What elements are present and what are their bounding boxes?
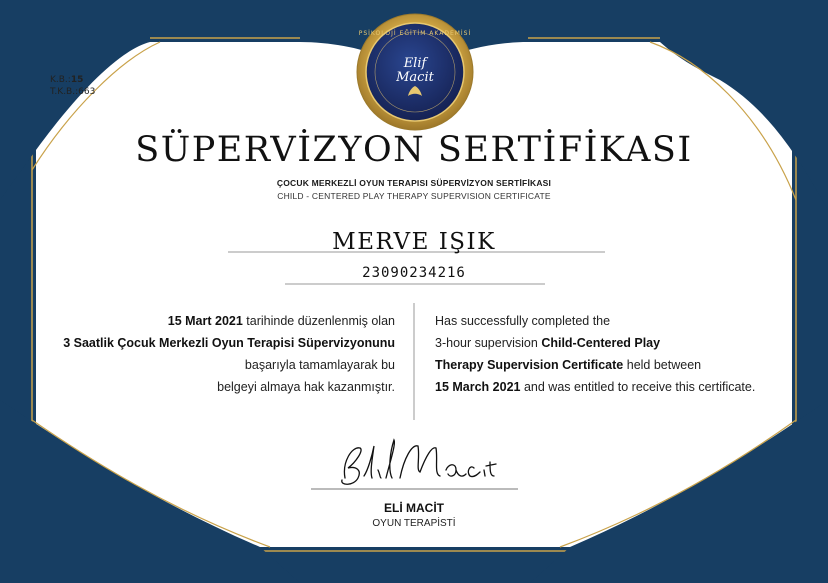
kb-line bbox=[50, 74, 95, 86]
seal-brand-line2: Macit bbox=[396, 70, 434, 85]
tkb-value: 663 bbox=[78, 87, 96, 97]
tr-line-1-rest: tarihinde düzenlenmiş olan bbox=[242, 314, 395, 328]
en-line-3-rest: held between bbox=[623, 358, 702, 372]
en-line-2 bbox=[435, 332, 805, 354]
en-line-3-bold: Therapy Supervision Certificate bbox=[435, 358, 624, 372]
reference-codes bbox=[50, 74, 95, 98]
signatory-name: ELİ MACİT bbox=[384, 501, 444, 515]
en-line-1: Has successfully completed the bbox=[435, 314, 611, 328]
tkb-label: T.K.B.: bbox=[50, 87, 79, 97]
tr-line-4: belgeyi almaya hak kazanmıştır. bbox=[217, 380, 395, 394]
body-english bbox=[435, 310, 805, 398]
recipient-id: 23090234216 bbox=[362, 265, 466, 281]
en-line-2-pre: 3-hour supervision bbox=[435, 336, 542, 350]
seal-emblem bbox=[357, 14, 473, 130]
en-line-4 bbox=[435, 376, 805, 398]
body-turkish bbox=[40, 310, 395, 398]
kb-value: 15 bbox=[70, 75, 84, 85]
recipient-name: MERVE IŞIK bbox=[332, 229, 496, 255]
signatory-role: OYUN TERAPİSTİ bbox=[372, 518, 456, 529]
tr-line-3: başarıyla tamamlayarak bu bbox=[244, 358, 395, 372]
tr-course: 3 Saatlik Çocuk Merkezli Oyun Terapisi Süpervizyonunu bbox=[63, 336, 395, 350]
tr-line-2 bbox=[40, 332, 395, 354]
en-line-4-bold: 15 March 2021 bbox=[435, 380, 521, 394]
en-line-3 bbox=[435, 354, 805, 376]
en-line-2-bold: Child-Centered Play bbox=[541, 336, 661, 350]
tr-line-1 bbox=[40, 310, 395, 332]
tr-date: 15 Mart 2021 bbox=[167, 314, 243, 328]
subtitle-tr: ÇOCUK MERKEZLİ OYUN TERAPISI SÜPERVİZYON SERTİFİKASI bbox=[276, 178, 552, 188]
subtitle-en: CHILD - CENTERED PLAY THERAPY SUPERVISION CERTIFICATE bbox=[277, 191, 551, 201]
seal-brand-line1: Elif bbox=[403, 56, 427, 71]
seal-ring-text: PSİKOLOJİ EĞİTİM AKADEMİSİ bbox=[358, 30, 472, 37]
tkb-line bbox=[50, 86, 95, 98]
en-line-4-rest: and was entitled to receive this certificate. bbox=[520, 380, 756, 394]
kb-label: K.B.: bbox=[50, 75, 71, 85]
certificate-title: SÜPERVİZYON SERTİFİKASI bbox=[135, 130, 693, 170]
